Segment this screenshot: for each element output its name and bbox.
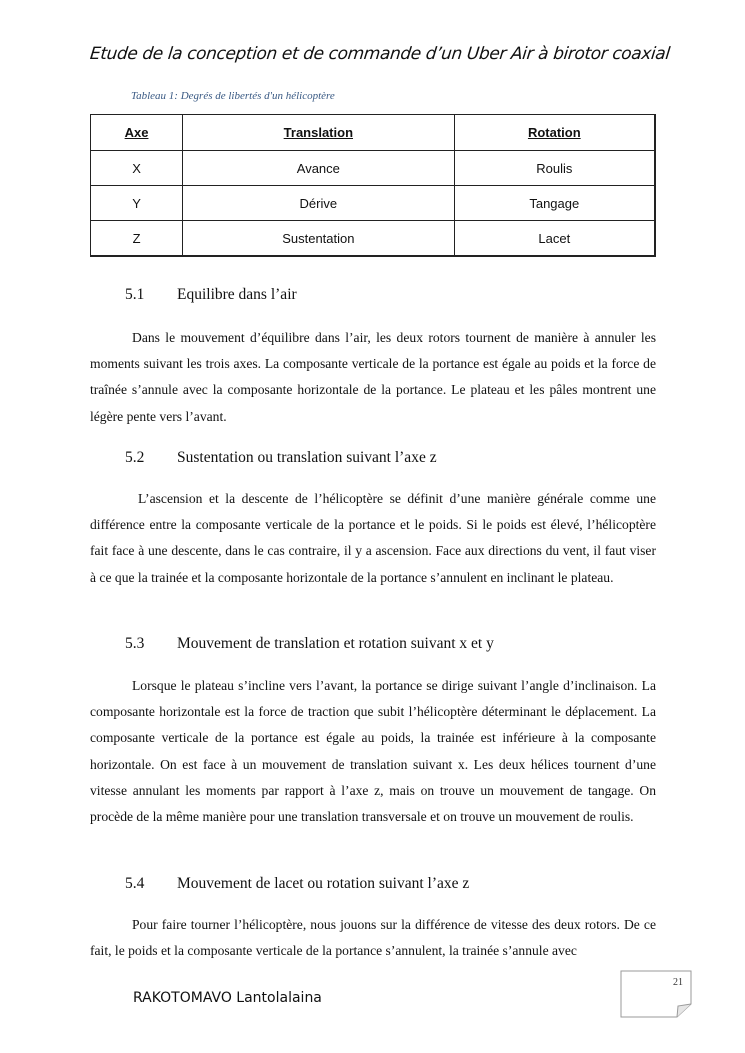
- section-paragraph: Dans le mouvement d’équilibre dans l’air, les deux rotors tournent de manière à annuler les moments suivant les trois axes. La composante verticale de la portance est égale au poids et la force de traînée s’annule avec la composante horizontale de la portance. Le plateau et les pâles montrent une légère pente vers l’avant.: [90, 330, 656, 424]
- section-5-2: [90, 449, 656, 467]
- table-cell: Avance: [183, 151, 455, 186]
- section-number: 5.4: [125, 875, 145, 892]
- section-heading: [125, 635, 656, 653]
- section-5-4-body: [90, 912, 656, 964]
- section-title: Mouvement de lacet ou rotation suivant l’axe z: [177, 875, 470, 892]
- section-heading: [125, 875, 656, 893]
- document-running-title: Etude de la conception et de commande d’un Uber Air à birotor coaxial: [88, 44, 671, 64]
- table-cell: Sustentation: [183, 221, 455, 257]
- table-cell: X: [91, 151, 183, 186]
- section-number: 5.3: [125, 635, 145, 652]
- section-paragraph: Pour faire tourner l’hélicoptère, nous jouons sur la différence de vitesse des deux rotors. De ce fait, le poids et la composante verticale de la portance s’annulent, la trainée s’annule avec: [90, 917, 656, 959]
- table-cell: Y: [91, 186, 183, 221]
- table-header-row: [91, 115, 656, 151]
- section-5-4: [90, 875, 656, 893]
- section-5-1-body: [90, 325, 656, 430]
- page-number: 21: [673, 977, 683, 988]
- table-cell: Lacet: [454, 221, 655, 257]
- table-row: [91, 151, 656, 186]
- table-cell: Z: [91, 221, 183, 257]
- table-cell: Roulis: [454, 151, 655, 186]
- table-cell: Tangage: [454, 186, 655, 221]
- section-5-1: [90, 286, 656, 304]
- section-5-3-body: [90, 673, 656, 830]
- section-number: 5.1: [125, 286, 145, 303]
- section-5-3: [90, 635, 656, 653]
- column-header-axe: Axe: [91, 115, 183, 151]
- column-header-translation: Translation: [183, 115, 455, 151]
- section-paragraph: Lorsque le plateau s’incline vers l’avant, la portance se dirige suivant l’angle d’inclinaison. La composante horizontale est la force de traction que subit l’hélicoptère déterminant le déplacement. La composante verticale de la portance est égale au poids, la trainée est inférieure à la composante horizontale. On est face à un mouvement de translation suivant x. Les deux hélices tournent d’une vitesse annulant les moments par rapport à l’axe z, mais on trouve un mouvement de tangage. On procède de la même manière pour une translation transversale et on trouve un mouvement de roulis.: [90, 678, 656, 825]
- table-caption: Tableau 1: Degrés de libertés d'un hélicoptère: [131, 90, 335, 102]
- table-row: [91, 186, 656, 221]
- column-header-rotation: Rotation: [454, 115, 655, 151]
- section-title: Sustentation ou translation suivant l’axe z: [177, 449, 437, 466]
- section-heading: [125, 449, 656, 467]
- degrees-of-freedom-table: [90, 114, 656, 257]
- section-paragraph: L’ascension et la descente de l’hélicoptère se définit d’une manière générale comme une différence entre la composante verticale de la portance et le poids. Si le poids est élevé, l’hélicoptère fait face à une descente, dans le cas contraire, il y a ascension. Face aux directions du vent, il faut viser à ce que la trainée et la composante horizontale de la portance s’annulent en inclinant le plateau.: [90, 491, 656, 585]
- section-heading: [125, 286, 656, 304]
- author-name: RAKOTOMAVO Lantolalaina: [133, 990, 322, 1006]
- section-title: Mouvement de translation et rotation suivant x et y: [177, 635, 494, 652]
- section-title: Equilibre dans l’air: [177, 286, 297, 303]
- section-5-2-body: [90, 486, 656, 591]
- table-row: [91, 221, 656, 257]
- section-number: 5.2: [125, 449, 145, 466]
- table-cell: Dérive: [183, 186, 455, 221]
